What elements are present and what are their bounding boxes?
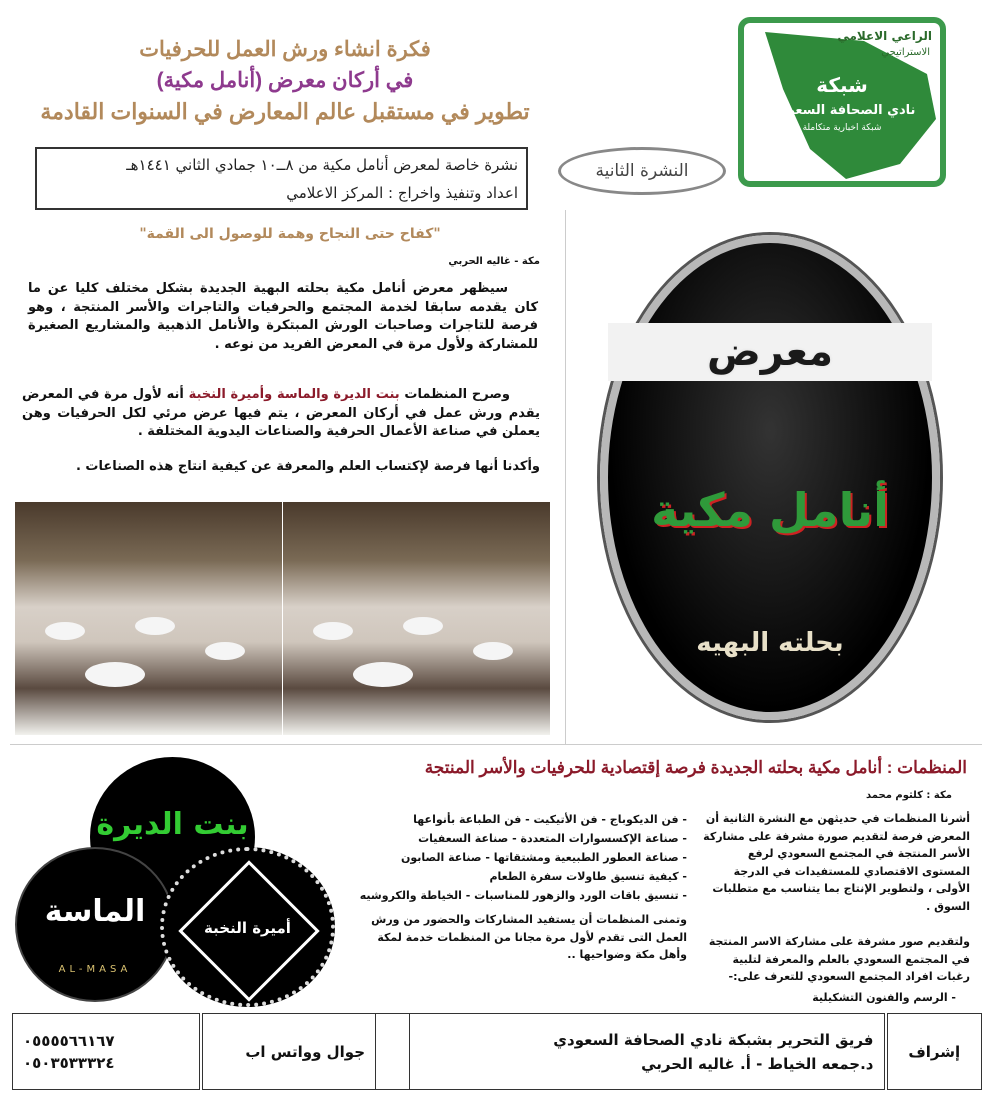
column-divider: [565, 210, 566, 745]
logo-text: أميرة النخبة: [204, 919, 291, 937]
logo-name: نادي الصحافة السعودي: [768, 103, 916, 118]
emblem-word-exhibition: معرض: [608, 323, 932, 381]
article2-closing: وتمنى المنظمات أن يستفيد المشاركات والحضور من ورش العمل التى تقدم لأول مرة مجانا من المنظمات خدمة لمكة وأهل مكة وضواحيها ..: [371, 913, 687, 961]
phone-2: ٠٥٠٣٥٣٣٣٢٤: [23, 1053, 115, 1072]
issue-info-line-2: اعداد وتنفيذ واخراج : المركز الاعلامي: [286, 184, 518, 202]
article-paragraph-2: [22, 386, 540, 442]
footer-credits-table: [12, 1013, 982, 1090]
emblem-word-name: أنامل مكية: [651, 483, 889, 537]
main-titles: [40, 34, 530, 127]
workshop-item: - تنسيق باقات الورد والزهور للمناسبات - الخياطة والكروشيه: [359, 889, 687, 902]
section-divider: [10, 744, 982, 745]
workshop-item: - صناعة العطور الطبيعية ومشتقاتها - صناعة الصابون: [400, 851, 687, 864]
sponsor-label-2: الاستراتيجي: [881, 47, 930, 58]
venue-photo-right: [283, 502, 550, 735]
title-line-2: في أركان معرض (أنامل مكية): [156, 69, 414, 92]
article2-right-column: [700, 810, 970, 1006]
phone-numbers-cell: [13, 1014, 201, 1090]
workshop-item: - كيفية تنسيق طاولات سفرة الطعام: [489, 870, 687, 883]
article-quote: "كفاح حتى النجاح وهمة للوصول الى القمة": [139, 226, 441, 242]
editorial-team-cell: [410, 1014, 886, 1090]
team-line-2: د.جمعه الخياط - أ. غاليه الحربي: [641, 1054, 874, 1073]
workshop-item: - صناعة الإكسسوارات المتعددة - صناعة السعفيات: [418, 832, 687, 845]
issue-badge: النشرة الثانية: [558, 147, 726, 195]
title-line-3: تطوير في مستقبل عالم المعارض في السنوات القادمة: [40, 99, 530, 124]
text: أنه لأول مرة في المعرض يقدم ورش عمل في أركان المعرض ، يتم فيها عرض مرئي لكل الحرفيات وهن يعملن في صناعة الأعمال الحرفية والصناعات اليدوية المختلفة .: [22, 387, 540, 439]
text: وصرح المنظمات: [399, 387, 510, 402]
article-paragraph-1: سيظهر معرض أنامل مكية بحلته البهية الجديدة بشكل مختلف كليا عن ما كان يقدمه سابقا لخدمة المجتمع والحرفيات والتاجرات والأسر المنتجة ، وهو فرصة للتاجرات وصاحبات الورش المبتكرة والأنامل الذهبية والمشاريع الصغيرة للمشاركة ولأول مرة في المعرض الفريد من نوعه .: [28, 281, 538, 352]
article2-middle-column: [352, 810, 687, 964]
logo-text: الماسة: [44, 894, 146, 929]
logo-ameerat-alnukhba: [160, 847, 335, 1007]
article2-byline: مكة : كلثوم محمد: [866, 790, 952, 801]
workshop-item: - فن الديكوباج - فن الأتيكيت - فن الطباعة بأنواعها: [413, 813, 687, 826]
issue-info-box: [35, 147, 528, 210]
venue-photo-left: [15, 502, 282, 735]
article2-paragraph-2: ولتقديم صور مشرفة على مشاركة الاسر المنتجة في المجتمع السعودي بالعلم والمعرفة لتلبية رغبات افراد المجتمع السعودي للتعرف على:-: [708, 935, 970, 983]
supervision-cell: إشراف: [886, 1014, 982, 1090]
exhibition-emblem: [570, 215, 975, 740]
logo-latin-text: AL-MASA: [58, 964, 132, 975]
emblem-word-tagline: بحلته البهيه: [696, 628, 844, 658]
issue-info-line-1: نشرة خاصة لمعرض أنامل مكية من ٨ــ١٠ جمادي الثاني ١٤٤١هـ: [126, 156, 518, 174]
article-paragraph-3: وأكدنا أنها فرصة لإكتساب العلم والمعرفة عن كيفية انتاج هذه الصناعات .: [75, 459, 540, 474]
logo-text: بنت الديرة: [96, 807, 249, 842]
sponsor-logo: [738, 17, 946, 187]
phone-1: ٠٥٥٥٥٦٦١٦٧: [23, 1031, 115, 1050]
team-line-1: فريق التحرير بشبكة نادي الصحافة السعودي: [553, 1030, 874, 1049]
logo-brand: شبكة: [816, 73, 868, 97]
contact-label-cell: جوال وواتس اب: [201, 1014, 376, 1090]
logo-tagline: شبكة اخبارية متكاملة: [802, 123, 882, 133]
logo-almasa: [15, 847, 175, 1002]
article2-list-item: - الرسم والفنون التشكيلية: [812, 990, 956, 1004]
organizer-names: بنت الديرة والماسة وأميرة النخبة: [188, 387, 400, 402]
title-line-1: فكرة انشاء ورش العمل للحرفيات: [139, 38, 431, 61]
article-byline: مكة - غاليه الحربي: [448, 256, 540, 267]
partner-logos: [10, 752, 350, 1007]
article2-headline: المنظمات : أنامل مكية بحلته الجديدة فرصة إقتصادية للحرفيات والأسر المنتجة: [424, 758, 967, 777]
emblem-oval: [600, 235, 940, 720]
empty-cell: [376, 1014, 410, 1090]
article2-paragraph-1: أشرنا المنظمات في حديثهن مع النشرة الثانية أن المعرض فرصة لتقديم صورة مشرفة على مشاركة الأسر المنتجة في المجتمع السعودي لرفع المستوى الاقتصادي للمستفيدات في الدرجة الأولى ، ولتطوير الإنتاج بما يتناسب مع متطلبات السوق .: [703, 812, 970, 913]
sponsor-label: الراعي الاعلامي: [837, 29, 932, 43]
